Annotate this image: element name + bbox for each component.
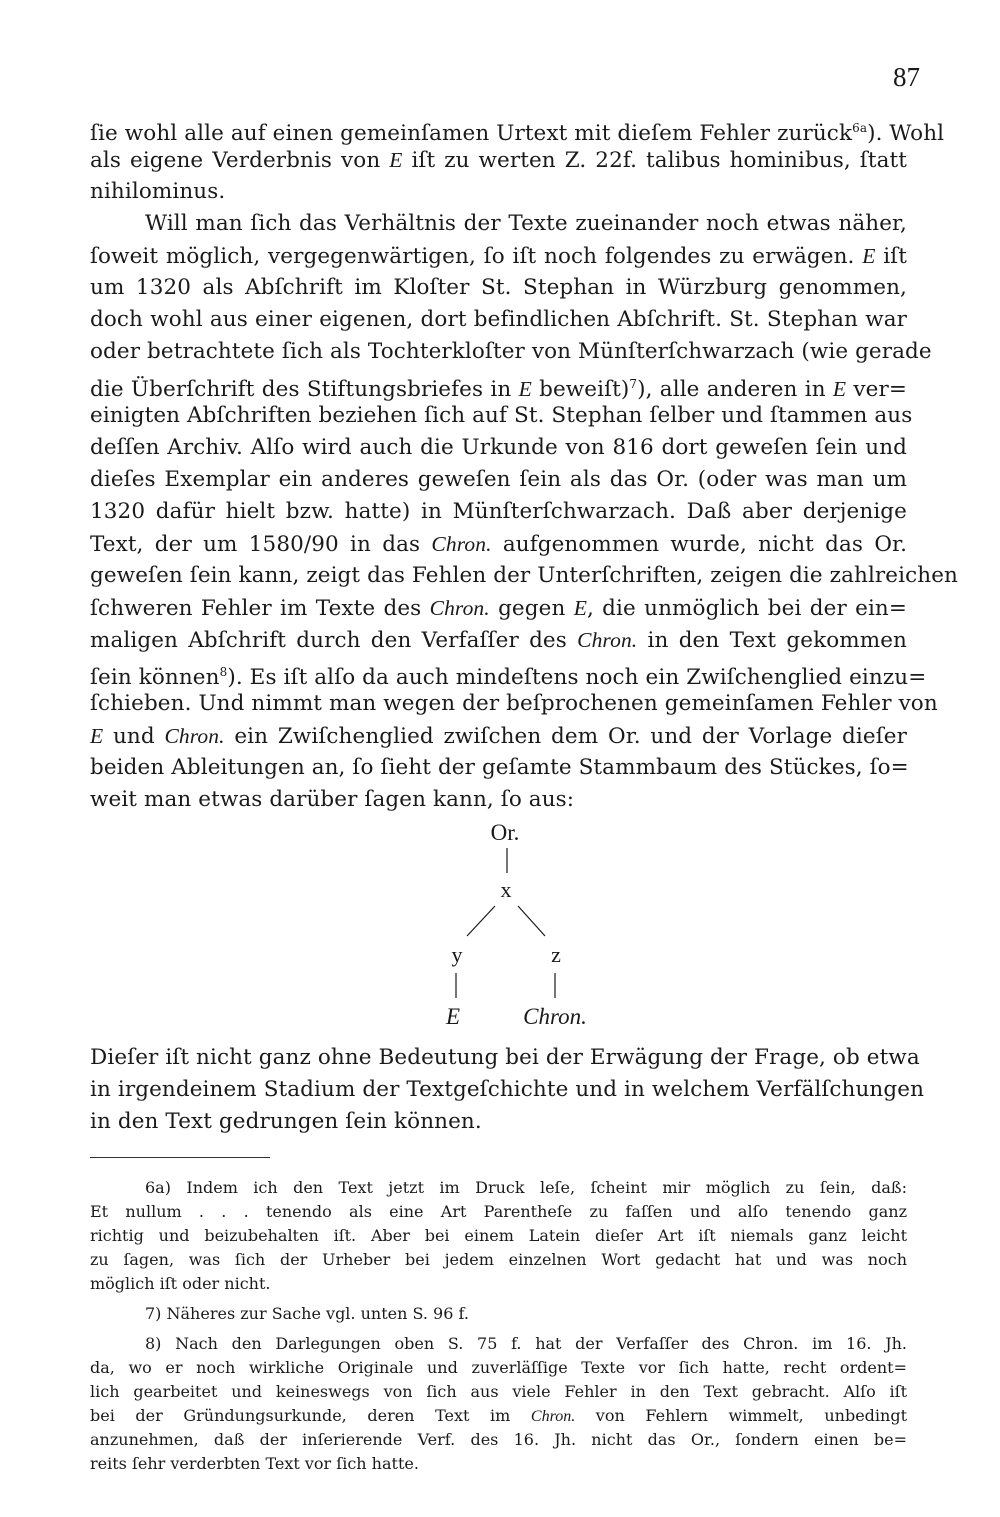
text-span: gegen: [489, 596, 574, 621]
text-span: Text, der um 1580/90 in das: [90, 532, 432, 557]
stemma-edge-x-z: [518, 906, 545, 936]
stemma-node-x: x: [500, 877, 512, 902]
siglum-chron: Chron.: [530, 1408, 576, 1425]
stemma-node-or: Or.: [490, 820, 520, 845]
text-line-20: [90, 720, 907, 753]
footnote-6a-line-4: zu ſagen, was ſich der Urheber bei jedem einzelnen Wort gedacht hat und was noch: [90, 1250, 907, 1269]
text-span: ). Es iſt alſo da auch mindeſtens noch ein Zwiſchenglied einzu=: [227, 665, 927, 691]
footnote-6a-line-3: richtig und beizubehalten iſt. Aber bei einem Latein dieſer Art iſt niemals ganz leicht: [90, 1226, 907, 1245]
stemma-node-z: z: [551, 942, 561, 967]
text-line-16: [90, 592, 907, 625]
text-line-2: [90, 144, 907, 177]
text-span: ). Wohl: [867, 121, 945, 147]
text-span: maligen Abſchrift durch den Verfaſſer des: [90, 628, 578, 653]
stemma-node-y: y: [451, 942, 463, 967]
siglum-e: E: [832, 377, 847, 402]
text-line-7: doch wohl aus einer eigenen, dort befindlichen Abſchrift. St. Stephan war: [90, 307, 907, 332]
text-line-19: ſchieben. Und nimmt man wegen der beſprochenen gemeinſamen Fehler von: [90, 691, 938, 716]
text-span: ſie wohl alle auf einen gemeinſamen Urtext mit dieſem Fehler zurück: [90, 121, 853, 147]
siglum-chron: Chron.: [431, 532, 492, 556]
footnote-divider: [90, 1157, 270, 1158]
text-span: ), alle anderen in: [637, 377, 833, 403]
text-line-25: in den Text gedrungen ſein können.: [90, 1109, 482, 1134]
footnote-6a-line-1: 6a) Indem ich den Text jetzt im Druck leſe, ſcheint mir möglich zu ſein, daß:: [145, 1178, 907, 1197]
text-span: ver=: [846, 377, 907, 403]
text-line-12: dieſes Exemplar ein anderes geweſen ſein als das Or. (oder was man um: [90, 467, 907, 492]
siglum-chron: Chron.: [577, 628, 638, 652]
text-span: ſoweit möglich, vergegenwärtigen, ſo iſt noch folgendes zu erwägen.: [90, 244, 863, 269]
text-span: in den Text gekommen: [637, 628, 907, 653]
siglum-e: E: [573, 596, 587, 620]
text-span: beweiſt): [531, 377, 630, 403]
stemma-edge-x-y: [467, 906, 495, 936]
text-line-8: oder betrachtete ſich als Tochterkloſter von Münſterſchwarzach (wie gerade: [90, 339, 932, 364]
footnote-8-line-4: [90, 1404, 907, 1429]
text-line-6: um 1320 als Abſchrift im Kloſter St. Stephan in Würzburg genommen,: [90, 275, 907, 300]
page-number: 87: [893, 62, 920, 92]
siglum-chron: Chron.: [429, 596, 490, 620]
footnote-7: 7) Näheres zur Sache vgl. unten S. 96 f.: [145, 1304, 469, 1323]
footnote-8-line-6: reits ſehr verderbten Text vor ſich hatte.: [90, 1454, 419, 1473]
footnote-ref-7: 7: [629, 377, 638, 391]
text-span: und: [103, 724, 165, 749]
text-span: als eigene Verderbnis von: [90, 148, 390, 173]
footnote-8-line-3: lich gearbeitet und keineswegs von ſich aus viele Fehler in den Text gebracht. Alſo iſt: [90, 1382, 907, 1401]
stemma-node-chron: Chron.: [523, 1004, 587, 1029]
siglum-e: E: [90, 724, 104, 748]
text-line-3: nihilominus.: [90, 179, 226, 204]
text-line-21: beiden Ableitungen an, ſo ſieht der geſamte Stammbaum des Stückes, ſo=: [90, 755, 909, 780]
text-span: iſt zu werten Z. 22f. talibus hominibus, ſtatt: [402, 148, 907, 173]
siglum-chron: Chron.: [164, 724, 225, 748]
text-line-10: einigten Abſchriften beziehen ſich auf St. Stephan ſelber und ſtammen aus: [90, 403, 913, 428]
text-line-23: Dieſer iſt nicht ganz ohne Bedeutung bei der Erwägung der Frage, ob etwa: [90, 1045, 920, 1070]
siglum-e: E: [518, 377, 532, 402]
footnote-6a-line-5: möglich iſt oder nicht.: [90, 1274, 271, 1293]
stemma-node-e: E: [445, 1004, 461, 1029]
text-line-14: [90, 528, 907, 561]
footnote-8-line-5: anzunehmen, daß der inſerierende Verf. des 16. Jh. nicht das Or., ſondern einen be=: [90, 1430, 907, 1449]
text-span: ein Zwiſchenglied zwiſchen dem Or. und der Vorlage dieſer: [224, 724, 907, 749]
text-span: bei der Gründungsurkunde, deren Text im: [90, 1406, 531, 1425]
text-span: ſchweren Fehler im Texte des: [90, 596, 430, 621]
text-span: aufgenommen wurde, nicht das Or.: [491, 532, 908, 557]
text-line-5: [90, 240, 907, 273]
text-line-24: in irgendeinem Stadium der Textgeſchichte und in welchem Verfälſchungen: [90, 1077, 925, 1102]
footnote-8-line-2: da, wo er noch wirkliche Originale und zuverläſſige Texte vor ſich hatte, recht ordent=: [90, 1358, 907, 1377]
text-line-22: weit man etwas darüber ſagen kann, ſo aus:: [90, 787, 575, 812]
text-line-15: geweſen ſein kann, zeigt das Fehlen der Unterſchriften, zeigen die zahlreichen: [90, 563, 958, 588]
text-line-4: Will man ſich das Verhältnis der Texte zueinander noch etwas näher,: [145, 211, 907, 236]
siglum-e: E: [389, 148, 403, 172]
footnote-ref-6a: 6a: [852, 121, 868, 135]
footnote-ref-8: 8: [219, 665, 228, 679]
footnote-6a-line-2: Et nullum . . . tenendo als eine Art Parentheſe zu faſſen und alſo tenendo ganz: [90, 1202, 907, 1221]
text-line-17: [90, 624, 907, 657]
text-line-13: 1320 dafür hielt bzw. hatte) in Münſterſchwarzach. Daß aber derjenige: [90, 499, 907, 524]
footnote-8-line-1: 8) Nach den Darlegungen oben S. 75 f. hat der Verfaſſer des Chron. im 16. Jh.: [145, 1334, 907, 1353]
text-span: , die unmöglich bei der ein=: [586, 596, 907, 621]
siglum-e: E: [862, 244, 876, 268]
text-span: iſt: [875, 244, 907, 269]
text-span: die Überſchrift des Stiftungsbriefes in: [90, 377, 519, 403]
text-span: ſein können: [90, 665, 220, 691]
text-span: von Fehlern wimmelt, unbedingt: [575, 1406, 908, 1425]
text-line-11: deſſen Archiv. Alſo wird auch die Urkunde von 816 dort geweſen ſein und: [90, 435, 907, 460]
